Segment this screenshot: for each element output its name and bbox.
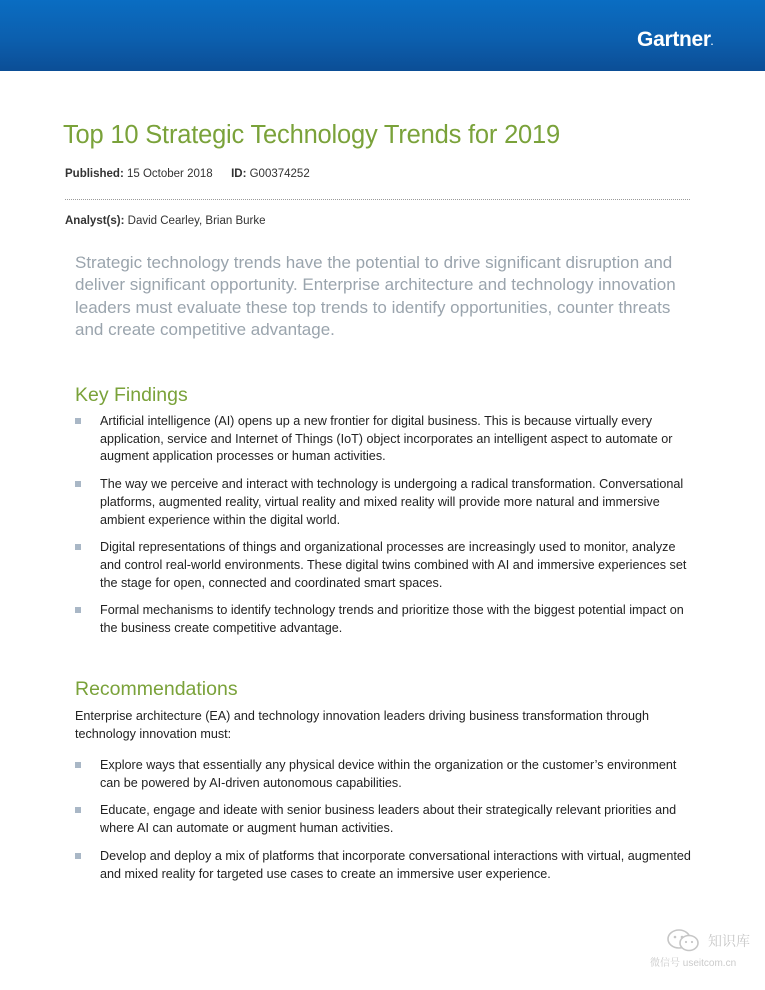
- list-item: [75, 602, 695, 637]
- recommendations-intro: Enterprise architecture (EA) and technology innovation leaders driving business transformation through technology innovation must:: [75, 709, 650, 741]
- bullet-icon: [75, 762, 81, 768]
- analysts-line: [65, 215, 265, 227]
- recommendation-text: Explore ways that essentially any physical device within the organization or the customer’s environment can be powered by AI-driven autonomous capabilities.: [100, 758, 677, 790]
- list-item: [75, 476, 695, 529]
- bullet-icon: [75, 807, 81, 813]
- list-item: [75, 848, 695, 883]
- header-banner: [0, 0, 765, 71]
- gartner-logo: [637, 28, 713, 52]
- recommendations-list: [75, 757, 695, 893]
- list-item: [75, 802, 695, 837]
- document-id: G00374252: [249, 168, 310, 180]
- analysts-label: Analyst(s):: [65, 215, 125, 227]
- list-item: [75, 539, 695, 592]
- finding-text: Artificial intelligence (AI) opens up a new frontier for digital business. This is because virtually every application, service and Internet of Things (IoT) object incorporates an intelligent aspect to automate or augment application processes or human activities.: [100, 414, 673, 464]
- bullet-icon: [75, 853, 81, 859]
- recommendations-heading: Recommendations: [75, 678, 238, 700]
- summary-paragraph: Strategic technology trends have the potential to drive significant disruption and deliver significant opportunity. Enterprise architecture and technology innovation leaders must evaluate these top trends to identify opportunities, counter threats and create competitive advantage.: [75, 253, 676, 340]
- published-date: 15 October 2018: [126, 168, 213, 180]
- logo-suffix: .: [710, 37, 713, 47]
- analysts-names: David Cearley, Brian Burke: [127, 215, 266, 227]
- list-item: [75, 757, 695, 792]
- key-findings-heading: Key Findings: [75, 384, 188, 406]
- document-title: Top 10 Strategic Technology Trends for 2019: [63, 121, 561, 149]
- bullet-icon: [75, 418, 81, 424]
- finding-text: The way we perceive and interact with technology is undergoing a radical transformation. Conversational platforms, augmented reality, virtual reality and mixed reality will provide more natural and immersive ambient experience within the digital world.: [100, 477, 684, 527]
- recommendation-text: Educate, engage and ideate with senior business leaders about their strategically relevant priorities and where AI can automate or augment human activities.: [100, 803, 677, 836]
- watermark: [650, 928, 760, 972]
- publication-meta: [65, 168, 310, 180]
- watermark-name: 知识库: [708, 933, 750, 949]
- bullet-icon: [75, 481, 81, 487]
- watermark-sub: 微信号 useitcom.cn: [650, 958, 737, 969]
- finding-text: Digital representations of things and organizational processes are increasingly used to monitor, analyze and control real-world environments. These digital twins combined with AI and immersive experiences set the stage for open, connected and coordinated smart spaces.: [100, 540, 687, 590]
- finding-text: Formal mechanisms to identify technology trends and prioritize those with the biggest potential impact on the business create competitive advantage.: [100, 603, 684, 636]
- key-findings-list: [75, 413, 695, 648]
- logo-text: Gartner: [637, 28, 711, 51]
- wechat-icon: [666, 928, 702, 954]
- divider: [65, 199, 690, 200]
- recommendation-text: Develop and deploy a mix of platforms that incorporate conversational interactions with virtual, augmented and mixed reality for targeted use cases to create an immersive user experience.: [100, 848, 691, 881]
- bullet-icon: [75, 607, 81, 613]
- bullet-icon: [75, 544, 81, 550]
- list-item: [75, 413, 695, 466]
- published-label: Published:: [65, 168, 124, 180]
- id-label: ID:: [231, 168, 247, 180]
